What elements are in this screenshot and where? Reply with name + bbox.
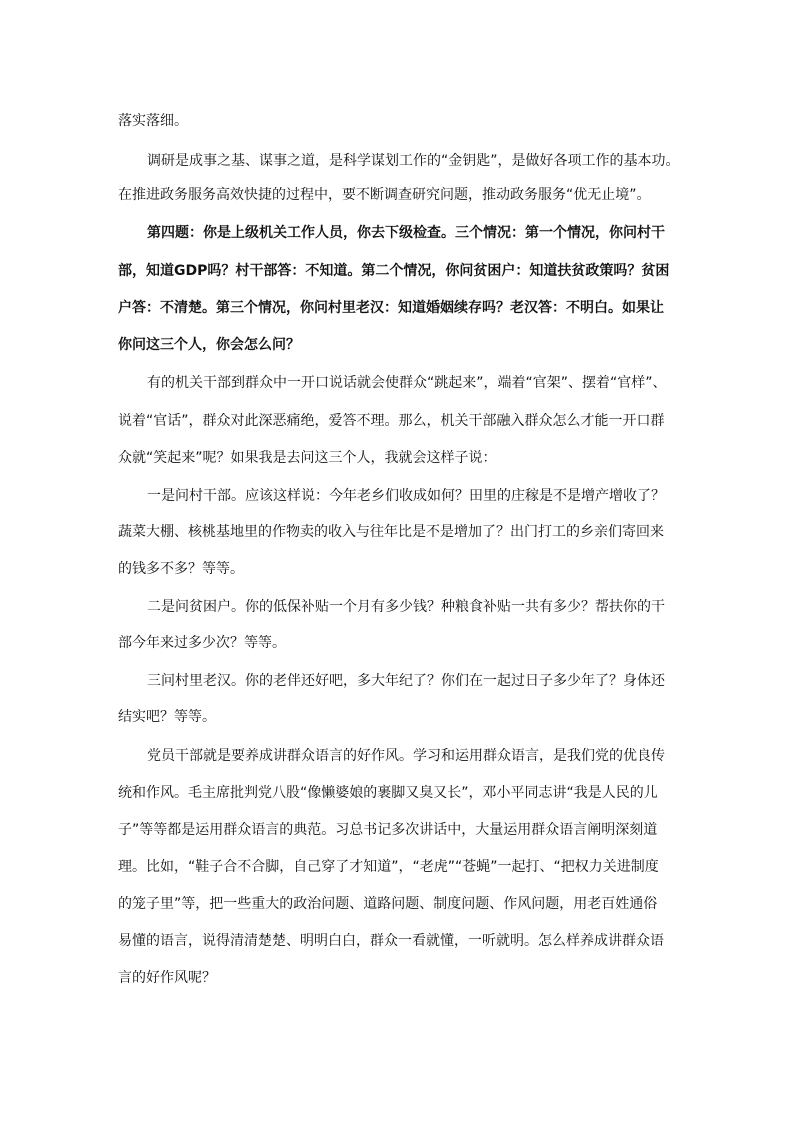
text-line: 部今年来过多少次？等等。 bbox=[118, 635, 286, 651]
text-line: 的笼子里”等，把一些重大的政治问题、道路问题、制度问题、作风问题，用老百姓通俗 bbox=[118, 896, 658, 912]
paragraph-first-line: 三问村里老汉。你的老伴还好吧，多大年纪了？你们在一起过日子多少年了？身体还 bbox=[147, 673, 665, 689]
question-heading-line: 部，知道GDP吗？村干部答：不知道。第二个情况，你问贫困户：知道扶贫政策吗？贫困 bbox=[118, 263, 670, 279]
paragraph-first-line: 党员干部就是要养成讲群众语言的好作风。学习和运用群众语言，是我们党的优良传 bbox=[147, 748, 665, 764]
paragraph-first-line: 一是问村干部。应该这样说：今年老乡们收成如何？田里的庄稼是不是增产增收了？ bbox=[147, 488, 665, 504]
question-heading-line: 你问这三个人，你会怎么问？ bbox=[118, 337, 300, 353]
paragraph-first-line: 有的机关干部到群众中一开口说话就会使群众“跳起来”，端着“官架”、摆着“官样”、 bbox=[147, 375, 667, 391]
question-heading-line: 户答：不清楚。第三个情况，你问村里老汉：知道婚姻续存吗？老汉答：不明白。如果让 bbox=[118, 300, 664, 316]
text-line: 统和作风。毛主席批判党八股“像懒婆娘的裹脚又臭又长”，邓小平同志讲“我是人民的儿 bbox=[118, 785, 658, 801]
text-line: 在推进政务服务高效快捷的过程中，要不断调查研究问题，推动政务服务“优无止境”。 bbox=[118, 187, 651, 203]
text-line: 易懂的语言，说得清清楚楚、明明白白，群众一看就懂，一听就明。怎么样养成讲群众语 bbox=[118, 933, 664, 949]
text-line: 结实吧？等等。 bbox=[118, 709, 216, 725]
text-line: 说着“官话”，群众对此深恶痛绝，爱答不理。那么，机关干部融入群众怎么才能一开口群 bbox=[118, 413, 665, 429]
paragraph-first-line: 二是问贫困户。你的低保补贴一个月有多少钱？种粮食补贴一共有多少？帮扶你的干 bbox=[147, 599, 665, 615]
text-line: 众就“笑起来”呢？如果我是去问这三个人，我就会这样子说： bbox=[118, 450, 497, 466]
text-line: 落实落细。 bbox=[118, 113, 188, 129]
text-line: 言的好作风呢？ bbox=[118, 970, 216, 986]
text-line: 的钱多不多？等等。 bbox=[118, 561, 244, 577]
text-line: 子”等等都是运用群众语言的典范。习总书记多次讲话中，大量运用群众语言阐明深刻道 bbox=[118, 822, 658, 838]
paragraph-first-line: 调研是成事之基、谋事之道，是科学谋划工作的“金钥匙”，是做好各项工作的基本功。 bbox=[147, 153, 680, 169]
question-heading-line: 第四题：你是上级机关工作人员，你去下级检查。三个情况：第一个情况，你问村干 bbox=[147, 225, 665, 241]
text-line: 蔬菜大棚、核桃基地里的作物卖的收入与往年比是不是增加了？出门打工的乡亲们寄回来 bbox=[118, 524, 664, 540]
text-line: 理。比如，“鞋子合不合脚，自己穿了才知道”，“老虎”“苍蝇”一起打、“把权力关进制度 bbox=[118, 859, 659, 875]
